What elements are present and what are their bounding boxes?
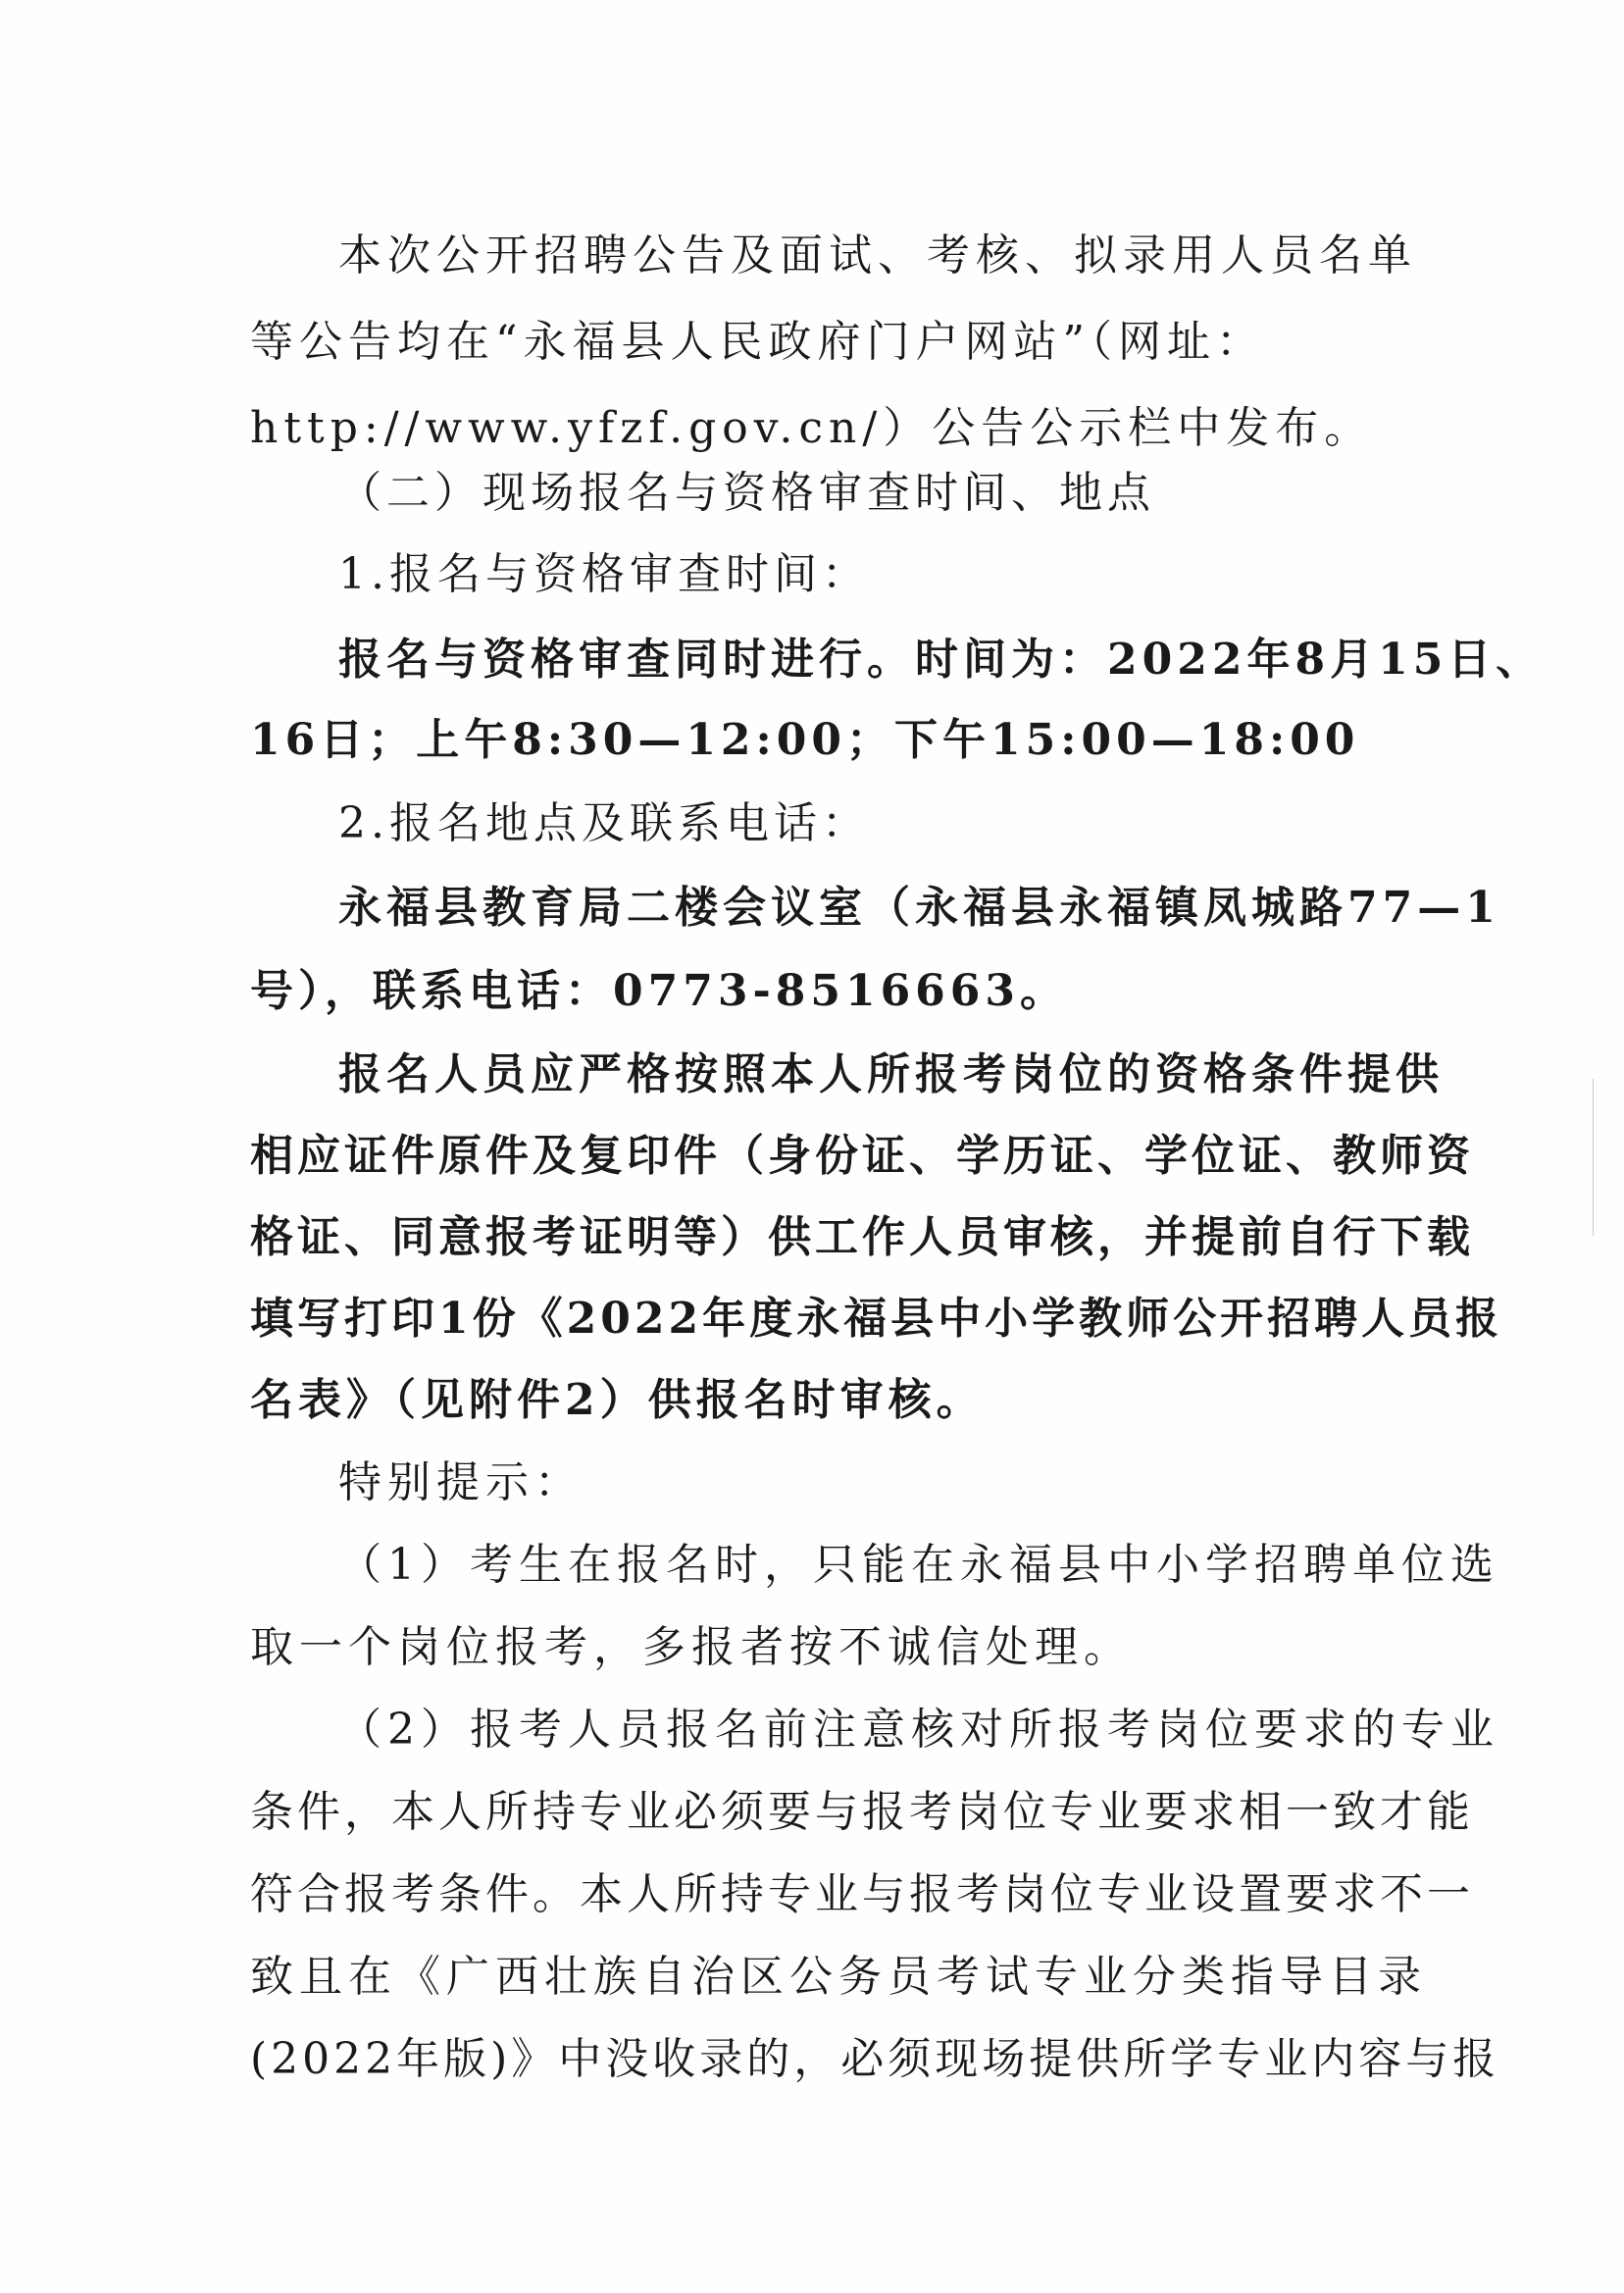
paragraph-line: 永福县教育局二楼会议室（永福县永福镇凤城路77—1 xyxy=(338,883,1500,933)
paragraph-line: (2022年版)》中没收录的，必须现场提供所学专业内容与报 xyxy=(250,2034,1500,2084)
paragraph-line: 等公告均在“永福县人民政府门户网站”（网址： xyxy=(250,317,1265,367)
subsection-heading: 2.报名地点及联系电话： xyxy=(338,798,870,848)
paragraph-line: 致且在《广西壮族自治区公务员考试专业分类指导目录 xyxy=(250,1952,1427,2002)
paragraph-line: http://www.yfzf.gov.cn/）公告公示栏中发布。 xyxy=(250,403,1374,453)
paragraph-line: 号），联系电话：0773-8516663。 xyxy=(250,966,1069,1016)
paragraph-line: 名表》（见附件2）供报名时审核。 xyxy=(250,1375,985,1425)
section-heading: （二）现场报名与资格审查时间、地点 xyxy=(338,468,1155,518)
paragraph-line: 符合报考条件。本人所持专业与报考岗位专业设置要求不一 xyxy=(250,1869,1474,1919)
subsection-heading: 1.报名与资格审查时间： xyxy=(338,549,870,599)
paragraph-line: 格证、同意报考证明等）供工作人员审核，并提前自行下载 xyxy=(250,1212,1474,1262)
paragraph-line: （1）考生在报名时，只能在永福县中小学招聘单位选 xyxy=(338,1540,1499,1590)
paragraph-line: 报名与资格审查同时进行。时间为：2022年8月15日、 xyxy=(338,635,1545,685)
paragraph-line: （2）报考人员报名前注意核对所报考岗位要求的专业 xyxy=(338,1705,1499,1755)
scan-edge-mark xyxy=(1593,1079,1594,1236)
paragraph-line: 取一个岗位报考，多报者按不诚信处理。 xyxy=(250,1622,1133,1672)
paragraph-line: 条件，本人所持专业必须要与报考岗位专业要求相一致才能 xyxy=(250,1787,1474,1837)
paragraph-line: 本次公开招聘公告及面试、考核、拟录用人员名单 xyxy=(338,230,1417,280)
paragraph-line: 16日；上午8:30—12:00；下午15:00—18:00 xyxy=(250,715,1360,765)
notice-heading: 特别提示： xyxy=(338,1457,584,1507)
paragraph-line: 相应证件原件及复印件（身份证、学历证、学位证、教师资 xyxy=(250,1131,1474,1181)
paragraph-line: 填写打印1份《2022年度永福县中小学教师公开招聘人员报 xyxy=(250,1294,1503,1344)
paragraph-line: 报名人员应严格按照本人所报考岗位的资格条件提供 xyxy=(338,1049,1444,1099)
